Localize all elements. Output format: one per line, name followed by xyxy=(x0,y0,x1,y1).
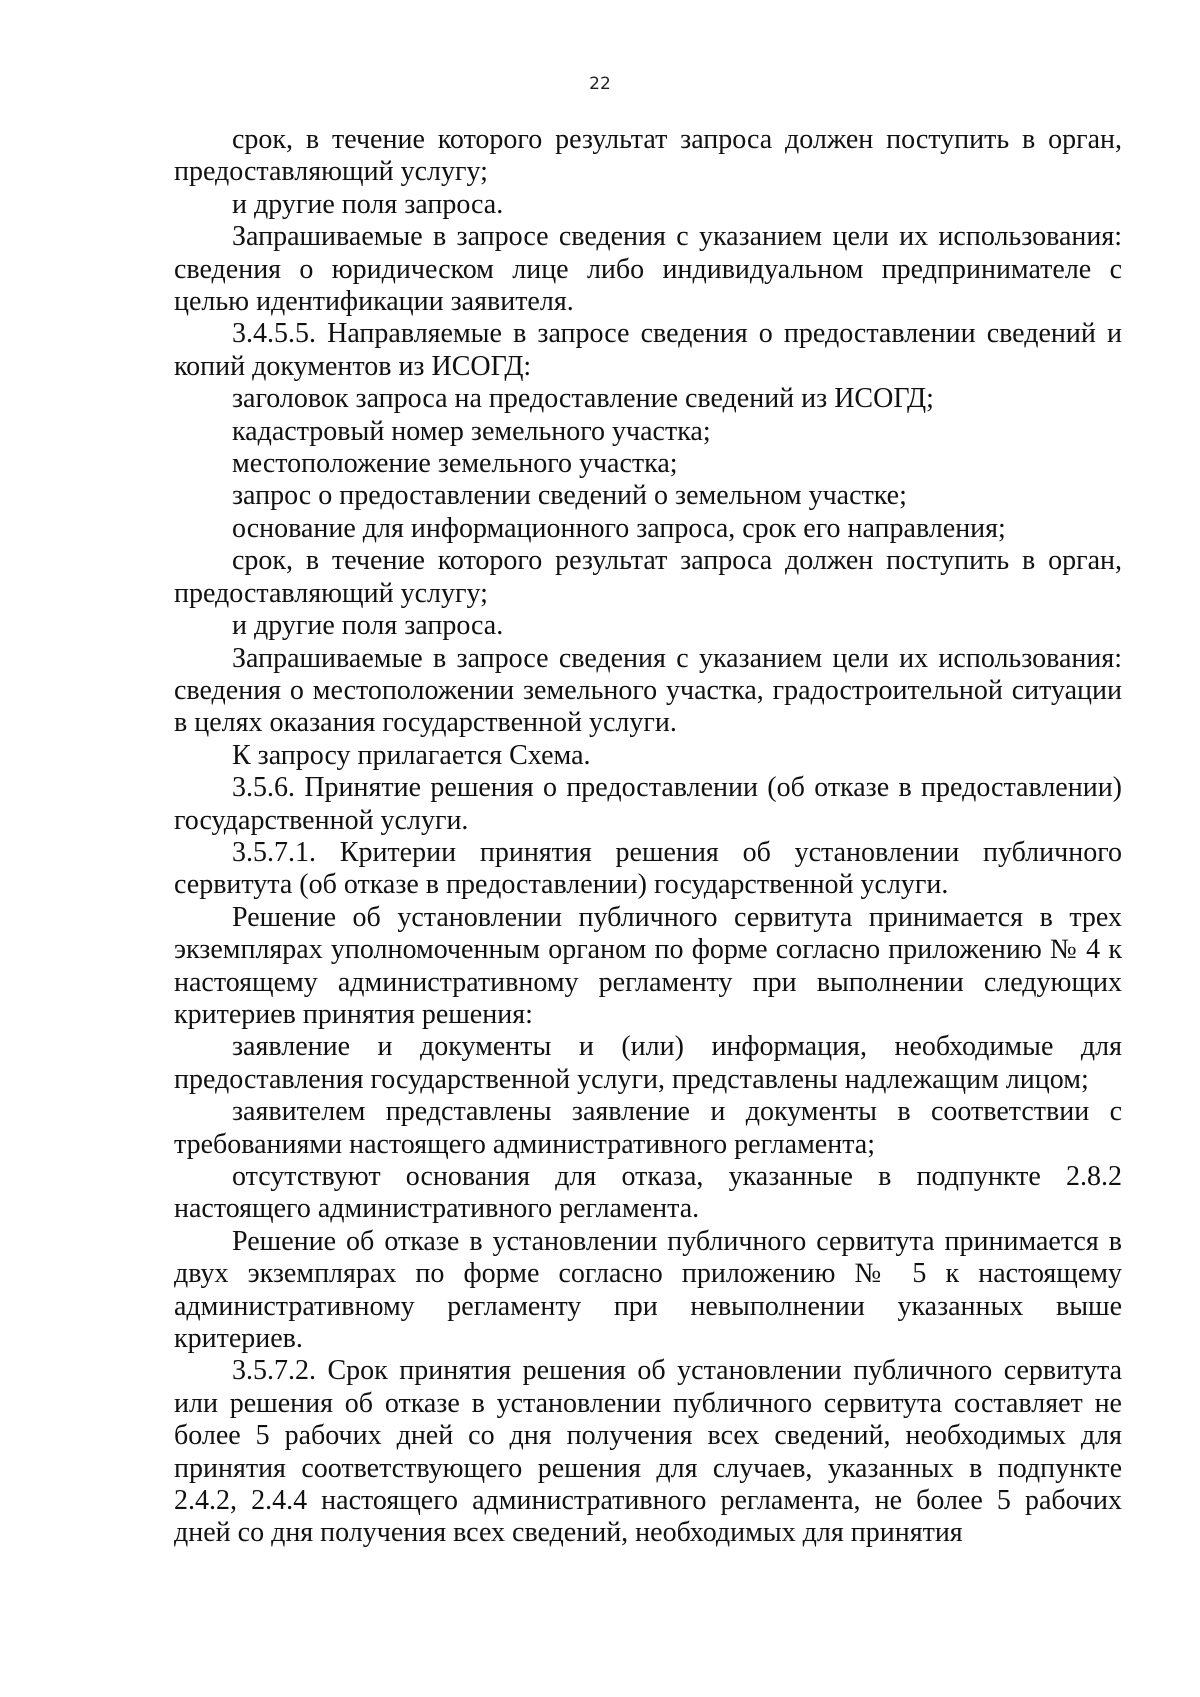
paragraph: 3.4.5.5. Направляемые в запросе сведения о предоставлении сведений и копий документов из ИСОГД: xyxy=(174,318,1122,382)
paragraph: Запрашиваемые в запросе сведения с указанием цели их использования: сведения о юридическом лице либо индивидуальном предпринимателе с целью идентификации заявителя. xyxy=(174,221,1122,318)
paragraph: заявление и документы и (или) информация, необходимые для предоставления государственной услуги, представлены надлежащим лицом; xyxy=(174,1031,1122,1095)
paragraph: и другие поля запроса. xyxy=(232,188,504,220)
paragraph: Запрашиваемые в запросе сведения с указанием цели их использования: сведения о местоположении земельного участка, градостроительной ситуации в целях оказания государственной услуги. xyxy=(174,642,1122,739)
page-number: 22 xyxy=(589,74,611,94)
paragraph: 3.5.7.1. Критерии принятия решения об установлении публичного сервитута (об отказе в предоставлении) государственной услуги. xyxy=(174,836,1122,901)
document-body xyxy=(174,124,1122,1550)
paragraph: срок, в течение которого результат запроса должен поступить в орган, предоставляющий услугу; xyxy=(174,545,1122,609)
paragraph: К запросу прилагается Схема. xyxy=(232,739,591,771)
paragraph: и другие поля запроса. xyxy=(232,610,504,642)
paragraph: кадастровый номер земельного участка; xyxy=(232,415,711,447)
paragraph: 3.5.7.2. Срок принятия решения об установлении публичного сервитута или решения об отказе в установлении публичного сервитута составляет не более 5 рабочих дней со дня получения всех сведений, необходимых для принятия соответствующего решения для случаев, указанных в подпункте 2.4.2, 2.4.4 настоящего административного регламента, не более 5 рабочих дней со дня получения всех сведений, необходимых для принятия xyxy=(174,1355,1122,1549)
paragraph: заявителем представлены заявление и документы в соответствии с требованиями настоящего административного регламента; xyxy=(174,1096,1122,1160)
paragraph: срок, в течение которого результат запроса должен поступить в орган, предоставляющий услугу; xyxy=(174,124,1122,188)
paragraph: Решение об отказе в установлении публичного сервитута принимается в двух экземплярах по форме согласно приложению № 5 к настоящему административному регламенту при невыполнении указанных выше критериев. xyxy=(174,1225,1122,1355)
paragraph: Решение об установлении публичного сервитута принимается в трех экземплярах уполномоченным органом по форме согласно приложению № 4 к настоящему административному регламенту при выполнении следующих критериев принятия решения: xyxy=(174,901,1122,1030)
paragraph: отсутствуют основания для отказа, указанные в подпункте 2.8.2 настоящего административного регламента. xyxy=(174,1161,1122,1225)
paragraph: местоположение земельного участка; xyxy=(232,448,678,480)
paragraph: 3.5.6. Принятие решения о предоставлении (об отказе в предоставлении) государственной услуги. xyxy=(174,772,1122,836)
paragraph: запрос о предоставлении сведений о земельном участке; xyxy=(232,480,907,512)
paragraph: заголовок запроса на предоставление сведений из ИСОГД; xyxy=(232,383,934,415)
paragraph: основание для информационного запроса, срок его направления; xyxy=(232,512,1006,544)
